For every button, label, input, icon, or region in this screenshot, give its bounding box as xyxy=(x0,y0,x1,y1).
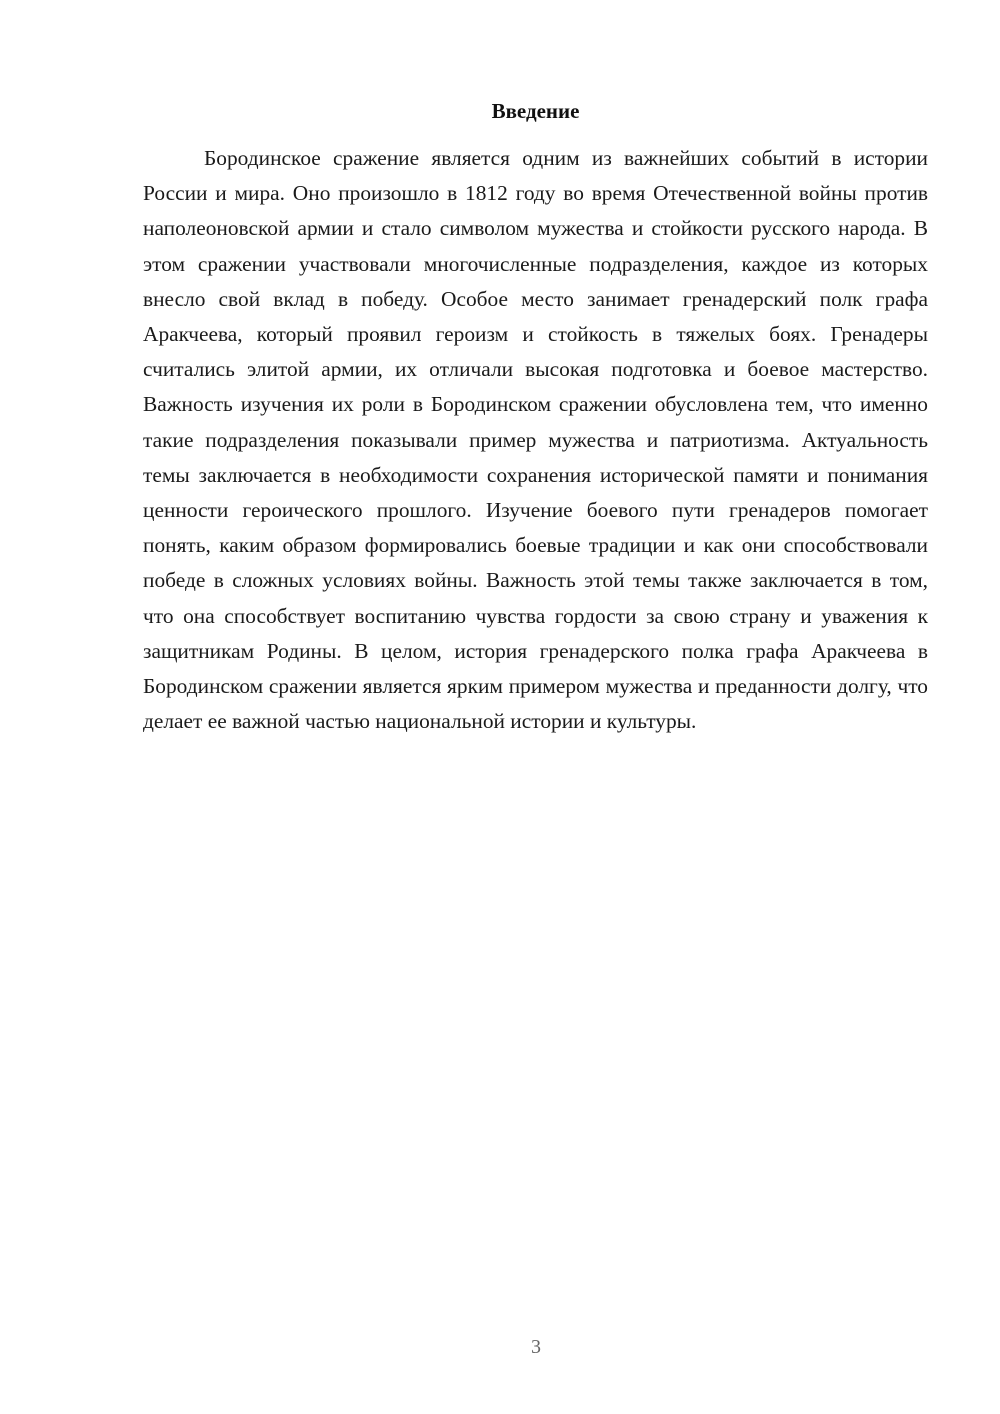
page-number: 3 xyxy=(531,1336,541,1358)
section-heading: Введение xyxy=(491,99,580,123)
introduction-paragraph: Бородинское сражение является одним из важнейших событий в истории России и мира. Оно произошло в 1812 году во время Отечественной войны против наполеоновской армии и стало символом мужества и стойкости русского народа. В этом сражении участвовали многочисленные подразделения, каждое из которых внесло свой вклад в победу. Особое место занимает гренадерский полк графа Аракчеева, который проявил героизм и стойкость в тяжелых боях. Гренадеры считались элитой армии, их отличали высокая подготовка и боевое мастерство. Важность изучения их роли в Бородинском сражении обусловлена тем, что именно такие подразделения показывали пример мужества и патриотизма. Актуальность темы заключается в необходимости сохранения исторической памяти и понимания ценности героического прошлого. Изучение боевого пути гренадеров помогает понять, каким образом формировались боевые традиции и как они способствовали победе в сложных условиях войны. Важность этой темы также заключается в том, что она способствует воспитанию чувства гордости за свою страну и уважения к защитникам Родины. В целом, история гренадерского полка графа Аракчеева в Бородинском сражении является ярким примером мужества и преданности долгу, что делает ее важной частью национальной истории и культуры. xyxy=(143,146,928,734)
